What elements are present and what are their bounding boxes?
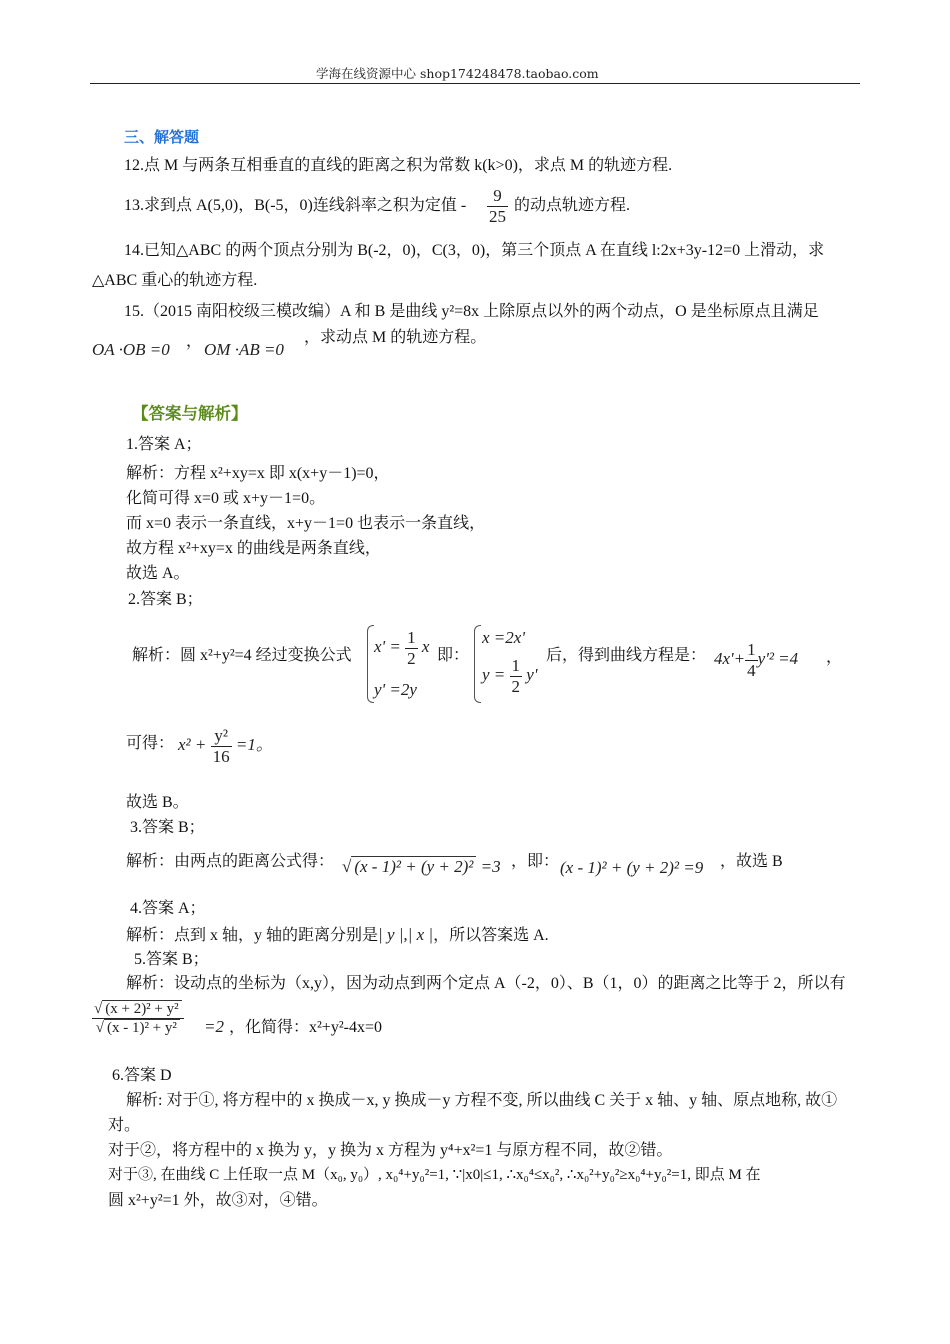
q13-denominator: 25 (489, 206, 506, 226)
system-1-var: x (421, 636, 430, 656)
answer-6-line-4: 对于③, 在曲线 C 上任取一点 M（x₀, y₀）, x₀⁴+y₀²=1, ∵|x0|≤1, ∴x₀⁴≤x₀², ∴x₀²+y₀²≥x₀⁴+y₀²=1, 即点 M 在 (108, 1167, 761, 1183)
answer-6-line-5: 圆 x²+y²=1 外，故③对，④错。 (108, 1192, 328, 1209)
result-den: 16 (212, 746, 230, 766)
question-14-line-2: △ABC 重心的轨迹方程. (92, 272, 258, 289)
answer-3-distance: √ (x - 1)² + (y + 2)² =3 (342, 857, 501, 876)
question-12: 12.点 M 与两条互相垂直的直线的距离之积为常数 k(k>0)，求点 M 的轨迹方程. (124, 157, 673, 174)
answer-3-intro: 解析：由两点的距离公式得： (126, 853, 335, 870)
question-14-line-1: 14.已知△ABC 的两个顶点分别为 B(-2，0)，C(3，0)，第三个顶点 A 在直线 l:2x+3y-12=0 上滑动，求 (124, 242, 825, 259)
answer-3-equation: (x - 1)² + (y + 2)² =9 (560, 858, 704, 877)
system-2-var: y' (526, 664, 538, 684)
system-2-row-2 (482, 656, 537, 696)
answer-2-curve-equation (714, 640, 798, 680)
answer-1-line-5: 故选 A。 (126, 565, 190, 582)
result-num: y² (211, 726, 232, 747)
answer-6-line-2: 对。 (108, 1117, 141, 1134)
answer-5-num: √ (x + 2)² + y² (92, 1000, 184, 1019)
answer-2-ie: 即： (437, 647, 470, 664)
question-13-text-end: 的动点轨迹方程. (514, 197, 631, 214)
answer-4-text (126, 925, 549, 945)
answer-1: 1.答案 A； (126, 436, 202, 453)
answer-5-eq: =2 (204, 1017, 224, 1036)
answer-2-result (178, 726, 273, 766)
answer-2-comma: ， (826, 649, 843, 666)
answer-5-simplified: ，化简得：x²+y²-4x=0 (229, 1019, 382, 1036)
question-15-text-end: ，求动点 M 的轨迹方程。 (304, 329, 487, 346)
answer-3-radicand: (x - 1)² + (y + 2)² (351, 856, 476, 877)
answer-2-intro: 解析：圆 x²+y²=4 经过变换公式 (132, 647, 352, 664)
answer-3-ie: ，即： (511, 853, 560, 870)
system-2-brace (474, 625, 481, 703)
result-part-b: =1 (235, 734, 256, 754)
q13-numerator: 9 (487, 186, 508, 207)
answer-5-den-radicand: (x - 1)² + y² (104, 1019, 180, 1037)
section-title: 三、解答题 (124, 128, 200, 146)
header-divider (90, 83, 860, 84)
answer-6-line-3: 对于②，将方程中的 x 换为 y，y 换为 x 方程为 y⁴+x²=1 与原方程不同，故②错。 (108, 1142, 673, 1159)
question-15-cond-1: OA ·OB =0 (92, 340, 170, 359)
result-period: 。 (255, 734, 273, 754)
answer-2-get: 可得： (126, 735, 175, 752)
answer-4-text-b: ，所以答案选 A. (433, 927, 549, 944)
answer-1-line-4: 故方程 x²+xy=x 的曲线是两条直线， (126, 540, 381, 557)
question-13-fraction (487, 186, 508, 226)
system-1-brace (367, 625, 374, 703)
curve-eq-num: 1 (747, 640, 756, 659)
answer-1-line-2: 化简可得 x=0 或 x+y－1=0。 (126, 490, 326, 507)
answer-3: 3.答案 B； (130, 819, 205, 836)
system-1-row-2: y' =2y (374, 680, 417, 699)
question-15-line-1: 15.（2015 南阳校级三模改编）A 和 B 是曲线 y²=8x 上除原点以外的两个动点，O 是坐标原点且满足 (124, 303, 819, 320)
system-1-den: 2 (407, 648, 416, 668)
system-1-row-1 (374, 628, 429, 668)
answer-4-abs-y: | y | (378, 925, 404, 944)
answer-2-end: 故选 B。 (126, 794, 189, 811)
system-2-row-2-lhs: y = (482, 664, 506, 684)
answer-5-line-1: 解析：设动点的坐标为（x,y），因为动点到两个定点 A（-2，0）、B（1，0）的距离之比等于 2，所以有 (126, 975, 846, 992)
page-header: 学海在线资源中心 shop174248478.taobao.com (316, 66, 599, 81)
system-2-row-1: x =2x' (482, 628, 525, 647)
question-15-cond-2: OM ·AB =0 (204, 340, 284, 359)
answer-5-fraction (92, 1000, 184, 1038)
question-15-comma: ， (186, 333, 203, 350)
answer-4-abs-x: ,| x | (403, 925, 434, 944)
answer-6-line-1: 解析: 对于①, 将方程中的 x 换成－x, y 换成－y 方程不变, 所以曲线 C 关于 x 轴、y 轴、原点地称, 故① (126, 1092, 838, 1109)
answers-title: 【答案与解析】 (132, 404, 248, 423)
curve-eq-part-a: 4x'+ (714, 648, 746, 668)
system-2-den: 2 (511, 676, 521, 696)
answer-2: 2.答案 B； (128, 591, 203, 608)
result-part-a: x² + (178, 734, 207, 754)
system-2-num: 1 (511, 656, 521, 675)
curve-eq-part-b: y'² =4 (757, 648, 799, 668)
answer-5-den: √ (x - 1)² + y² (92, 1019, 184, 1037)
system-1-row-1-lhs: x' = (374, 636, 401, 656)
answer-3-eq: =3 (476, 857, 501, 876)
answer-1-line-1: 解析：方程 x²+xy=x 即 x(x+y－1)=0， (126, 465, 390, 482)
answer-6: 6.答案 D (112, 1067, 172, 1084)
answer-4-text-a: 解析：点到 x 轴，y 轴的距离分别是 (126, 927, 379, 944)
answer-5: 5.答案 B； (134, 951, 209, 968)
answer-2-after: 后，得到曲线方程是： (546, 647, 707, 664)
answer-3-end: ，故选 B (720, 853, 783, 870)
system-1-num: 1 (407, 628, 416, 647)
curve-eq-den: 4 (747, 660, 756, 680)
answer-1-line-3: 而 x=0 表示一条直线，x+y－1=0 也表示一条直线， (126, 515, 486, 532)
answer-4: 4.答案 A； (130, 900, 206, 917)
question-13-text: 13.求到点 A(5,0)，B(-5，0)连线斜率之积为定值 - (124, 197, 467, 214)
answer-5-num-radicand: (x + 2)² + y² (102, 1000, 181, 1018)
